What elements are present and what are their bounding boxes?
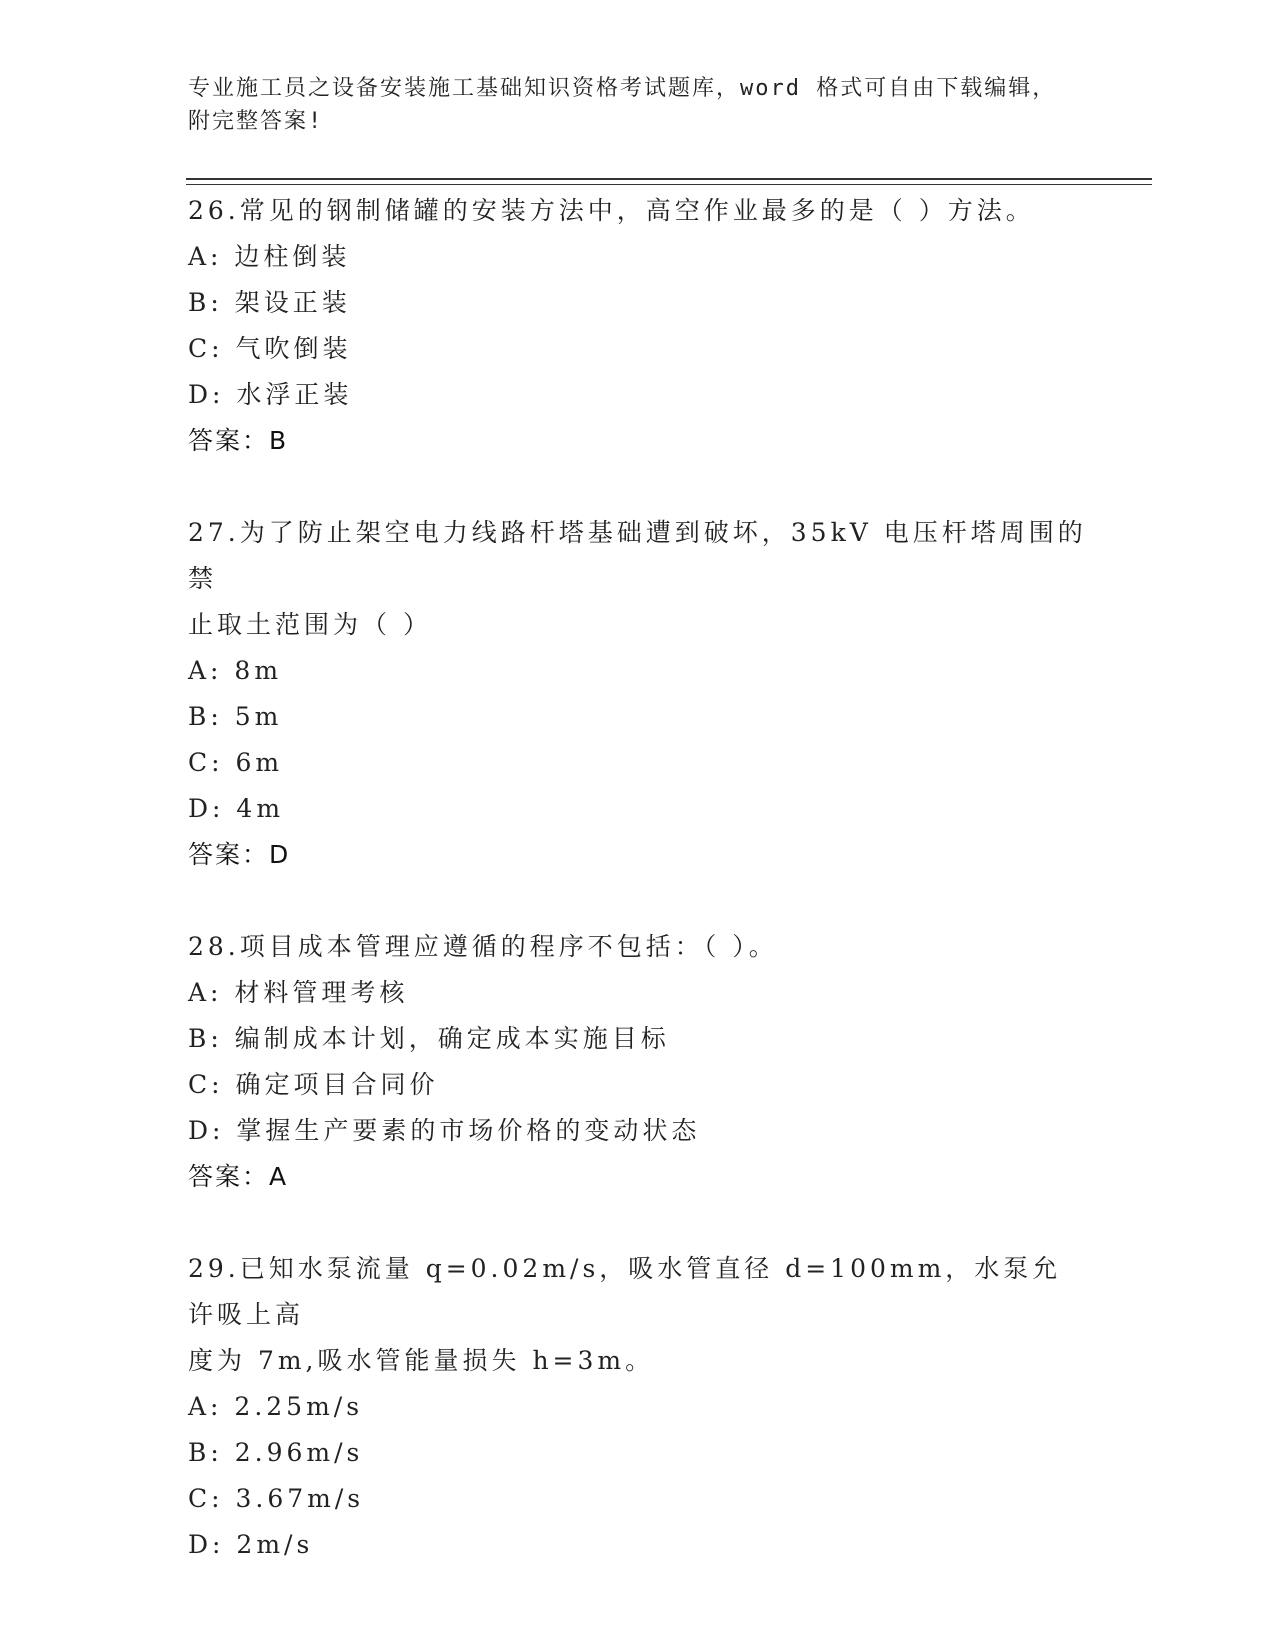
question-text: 29.已知水泵流量 q=0.02m/s，吸水管直径 d=100mm，水泵允许吸上高 xyxy=(188,1254,1062,1329)
option-a: A: 2.25m/s xyxy=(188,1392,364,1421)
option-d: D: 2m/s xyxy=(188,1530,314,1559)
option-a: A: 边柱倒装 xyxy=(188,242,351,271)
option-c: C: 确定项目合同价 xyxy=(188,1070,439,1099)
answer: 答案：B xyxy=(188,426,289,455)
option-d: D: 掌握生产要素的市场价格的变动状态 xyxy=(188,1116,701,1145)
question-text: 28.项目成本管理应遵循的程序不包括：（ ）。 xyxy=(188,932,778,961)
question-text: 27.为了防止架空电力线路杆塔基础遭到破坏，35kV 电压杆塔周围的禁 xyxy=(188,518,1087,593)
option-b: B: 5m xyxy=(188,702,283,731)
option-c: C: 气吹倒装 xyxy=(188,334,352,363)
option-b: B: 架设正装 xyxy=(188,288,351,317)
question-gap xyxy=(188,1200,1088,1246)
question-27 xyxy=(188,510,1088,878)
question-28 xyxy=(188,924,1088,1200)
question-gap xyxy=(188,878,1088,924)
header-line-2: 附完整答案! xyxy=(188,109,324,134)
question-text-continued: 度为 7m,吸水管能量损失 h=3m。 xyxy=(188,1346,655,1375)
question-text-continued: 止取土范围为（ ） xyxy=(188,610,432,639)
header-divider-thick xyxy=(186,178,1152,180)
answer: 答案：A xyxy=(188,1162,289,1191)
option-b: B: 2.96m/s xyxy=(188,1438,364,1467)
question-gap xyxy=(188,464,1088,510)
question-26 xyxy=(188,188,1088,464)
document-header xyxy=(188,72,1088,138)
option-a: A: 材料管理考核 xyxy=(188,978,409,1007)
option-d: D: 水浮正装 xyxy=(188,380,353,409)
header-divider-thin xyxy=(186,184,1152,185)
option-c: C: 6m xyxy=(188,748,284,777)
option-a: A: 8m xyxy=(188,656,283,685)
header-line-1: 专业施工员之设备安装施工基础知识资格考试题库，word 格式可自由下载编辑， xyxy=(188,76,1057,101)
option-d: D: 4m xyxy=(188,794,285,823)
answer: 答案：D xyxy=(188,840,291,869)
question-29 xyxy=(188,1246,1088,1568)
option-c: C: 3.67m/s xyxy=(188,1484,365,1513)
question-list xyxy=(188,188,1088,1568)
question-text: 26.常见的钢制储罐的安装方法中，高空作业最多的是（ ）方法。 xyxy=(188,196,1035,225)
option-b: B: 编制成本计划，确定成本实施目标 xyxy=(188,1024,670,1053)
